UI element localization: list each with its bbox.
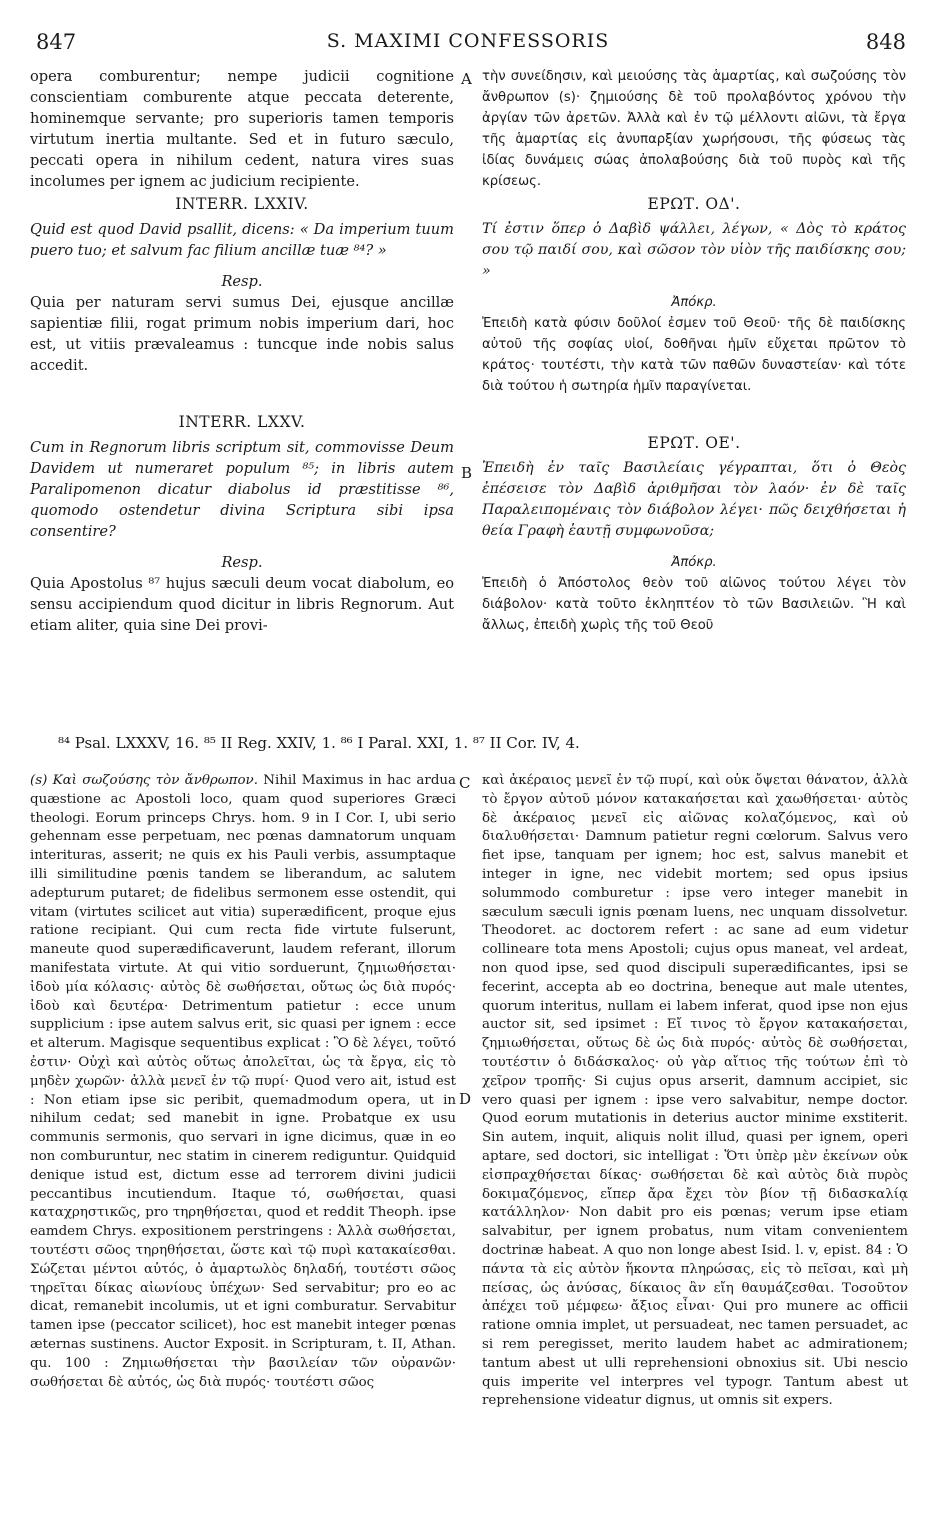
- note-left-text: Nihil Maximus in hac ardua quæstione ac Apostoli loco, quam quod superiores Græci theologi. Eorum princeps Chrys. hom. 9 in I Cor. I, ubi serio gehennam esse perpetuam, nec pœnas damnatorum unquam interituras, asserit; ne quis ex his Pauli verbis, assumptaque illi similitudine pœnis tandem se liberandum, ac salutem adepturum putaret; de fidelibus sermonem esse ostendit, qui vitam (virtutes scilicet aut vitia) superædificent, proque ejus ratione recipiant. Qui cum recta fide virtute fulserunt, maneute quod superædificaverunt, laudem referant, illorum manifestata virtute. At qui vitio sorduerunt, ζημιωθήσεται· ἰδοὺ μία κόλασις· αὐτὸς δὲ σωθήσεται, οὕτως ὡς διὰ πυρός· ἰδοὺ καὶ δευτέρα· Detrimentum patietur : ecce unum supplicium : ipse autem salvus erit, sic quasi per ignem : ecce et alterum. Magisque sequentibus explicat : Ὃ δὲ λέγει, τοῦτό ἐστιν· Οὐχὶ καὶ αὐτὸς οὕτως ἀπολεῖται, ὡς τὰ ἔργα, εἰς τὸ μηδὲν χωρῶν· ἀλλὰ μενεῖ ἐν τῷ πυρί· Quod vero ait, istud est : Non etiam ipse sic peribit, quemadmodum opera, ut in nihilum cedat; sed manebit in igne. Probatque ex usu communis sermonis, quo servari in igne dicimus, quæ in eo non comburuntur, nec statim in cinerem rediguntur. Quidquid denique istud est, dictum esse ad terrorem divini judicii peccantibus incutiendum. Itaque τό, σωθήσεται, quasi καταχρηστικῶς, pro τηρηθήσεται, quod et reddit Theoph. ipse eamdem Chrys. expositionem perstringens : Ἀλλὰ σωθήσεται, τουτέστι σῶος τηρηθήσεται, ὥστε καὶ τῷ πυρὶ κατακαίεσθαι. Σώζεται μέντοι αὐτός, ὁ ἁμαρτωλὸς δηλαδή, τουτέστι σῶος τηρεῖται δίκας αἰωνίους ὑπέχων· Sed servabitur; pro eo ac dicat, remanebit incolumis, ut et igni comburatur. Servabitur tamen ipse (peccator scilicet), hoc est manebit integer pœnas æternas sustinens. Auctor Exposit. in Scripturam, t. II, Athan. qu. 100 : Ζημιωθήσεται τὴν βασιλείαν τῶν οὐρανῶν· σωθήσεται δὲ αὐτός, ὡς διὰ πυρός· τουτέστι σῶος: [30, 773, 456, 1390]
- notes-right-column: [482, 772, 908, 1411]
- running-header: [30, 30, 906, 56]
- margin-letter-b: B: [461, 464, 473, 482]
- interr-74-resp-label: Resp.: [221, 273, 263, 290]
- main-text: [30, 66, 906, 730]
- page-number-left: 847: [36, 30, 77, 54]
- interr-75-resp-label: Resp.: [221, 554, 263, 571]
- interr-74-response: Quia per naturam servi sumus Dei, ejusque ancillæ sapientiæ filii, rogat primum nobis imperium dari, hoc est, ut vitiis prævaleamus : tuncque inde nobis salus accedit.: [30, 294, 454, 374]
- erot-75-question: Ἐπειδὴ ἐν ταῖς Βασιλείαις γέγραπται, ὅτι ὁ Θεὸς ἐπέσεισε τὸν Δαβὶδ ἀριθμῆσαι τὸν λαόν· ἐν δὲ ταῖς Παραλειπομέναις τὸν διάβολον λέγει· πῶς δειχθήσεται ἡ θεία Γραφὴ ἑαυτῇ συμφωνοῦσα;: [482, 460, 906, 539]
- greek-column: [482, 66, 906, 636]
- interr-75-heading: INTERR. LXXV.: [178, 413, 306, 431]
- erot-75-heading: ΕΡΩΤ. ΟΕ'.: [647, 434, 741, 452]
- margin-letter-a: A: [461, 70, 472, 88]
- scripture-references: ⁸⁴ Psal. LXXXV, 16. ⁸⁵ II Reg. XXIV, 1. ⁸⁶ I Paral. XXI, 1. ⁸⁷ II Cor. IV, 4.: [58, 734, 580, 752]
- interr-74-heading: INTERR. LXXIV.: [175, 195, 309, 213]
- interr-74-question: Quid est quod David psallit, dicens: « Da imperium tuum puero tuo; et salvum fac filium ancillæ tuæ ⁸⁴? »: [30, 221, 454, 259]
- erot-75-resp-label: Ἀπόκρ.: [671, 555, 717, 570]
- greek-intro: τὴν συνείδησιν, καὶ μειούσης τὰς ἁμαρτίας, καὶ σωζούσης τὸν ἄνθρωπον (s)· ζημιούσης δὲ τοῦ προλαβόντος χρόνου τὴν ἀργίαν τῶν ἀρετῶν. Ἀλλὰ καὶ ἐν τῷ μέλλοντι αἰῶνι, τὰ ἔργα τῆς ἁμαρτίας εἰς ἀνυπαρξίαν χωρήσουσι, τῆς φύσεως τὰς ἰδίας δυνάμεις σώας ἀπολαβούσης διὰ τοῦ πυρὸς καὶ τῆς κρίσεως.: [482, 69, 906, 189]
- page-number-right: 848: [865, 30, 906, 54]
- interr-75-response: Quia Apostolus ⁸⁷ hujus sæculi deum vocat diabolum, eo sensu accipiendum quod dicitur in libris Regnorum. Aut etiam aliter, quia sine Dei provi-: [30, 575, 454, 634]
- note-lemma: (s) Καὶ σωζούσης τὸν ἄνθρωπον.: [30, 773, 258, 788]
- running-title: S. MAXIMI CONFESSORIS: [326, 30, 610, 52]
- erot-74-heading: ΕΡΩΤ. ΟΔ'.: [647, 195, 741, 213]
- note-right-text: καὶ ἀκέραιος μενεῖ ἐν τῷ πυρί, καὶ οὐκ ὄψεται θάνατον, ἀλλὰ τὸ ἔργον αὐτοῦ μόνον κατακαήσεται καὶ χαωθήσεται· αὐτὸς δὲ ἀκέραιος μενεῖ εἰς αἰῶνας κολαζόμενος, καὶ οὐ διαλυθήσεται· Damnum patietur regni cœlorum. Salvus vero fiet ipse, tanquam per ignem; hoc est, salvus manebit et integer in igne, nec videbit mortem; sed opus ipsius solummodo comburetur : ipse vero integer manebit in sæculum sæculi ignis pœnam luens, nec unquam dissolvetur. Theodoret. ac doctorem refert : ac sane ad eum videtur collineare tota mens Apostoli; cujus opus maneat, vel ardeat, non quod ipse, sed quod discipuli superædificantes, ipsi se fecerint, accepta ab eo doctrina, beneque aut male utentes, quorum interitus, nullam ei labem inferat, quod ipse non ejus auctor sit, sed ipsimet : Εἴ τινος τὸ ἔργον κατακαήσεται, ζημιωθήσεται, οὕτως δὲ ὡς διὰ πυρός· αὐτὸς δὲ σωθήσεται, τουτέστιν ὁ διδάσκαλος· οὐ γὰρ αἴτιος τῆς τούτων ἐπὶ τὸ χεῖρον τροπῆς· Si cujus opus arserit, damnum accipiet, sic vero quasi per ignem : ipse vero salvabitur, nempe doctor. Quod eorum mutationis in deterius auctor minime exstiterit. Sin autem, inquit, aliquis nolit illud, quasi per ignem, operi aptare, sed doctori, sic intelligat : Ὅτι ὑπὲρ μὲν ἐκείνων οὐκ εἰσπραχθήσεται δίκας· σωθήσεται δὲ καὶ αὐτὸς διὰ πυρὸς δοκιμαζόμενος, εἴπερ ἄρα ἔχει τὸν βίον τῇ διδασκαλίᾳ κατάλληλον· Non dabit pro eis pœnas; verum ipse etiam salvabitur, per ignem probatus, num vitam convenientem doctrinæ habeat. A quo non longe abest Isid. l. v, epist. 84 : Ὁ πάντα τὰ εἰς αὐτὸν ἥκοντα πληρώσας, εἰς τὸ πεῖσαι, καὶ μὴ πείσας, ὡς ἀνύσας, δίκαιος ἂν εἴη θαυμάζεσθαι. Τοσοῦτον ἀπέχει τοῦ μέμφεω· ἄξιος εἶναι· Qui pro munere ac officii ratione omnia implet, ut persuadeat, nec tamen persuadet, ac si rem peregisset, merito laudem habet ac admirationem; tantum abest ut ulli reprehensioni obnoxius sit. Ubi nescio quis imperite vel interpres vel typogr. Tantum abest ut reprehensione videatur dignus, ut omnis sit expers.: [482, 773, 908, 1409]
- page: [30, 30, 908, 1409]
- latin-intro: opera comburentur; nempe judicii cognitione conscientiam comburente atque peccata deterente, hominemque servante; pro superioris tamen temporis virtutum inertia multante. Sed et in futuro sæculo, peccati opera in nihilum cedent, natura vires suas incolumes per ignem ac judicium recipiente.: [30, 68, 454, 190]
- interr-75-question: Cum in Regnorum libris scriptum sit, commovisse Deum Davidem ut numeraret populum ⁸⁵; in libris autem Paralipomenon dicatur diabolus id præstitisse ⁸⁶, quomodo ostendetur divina Scriptura sibi ipsa consentire?: [30, 439, 454, 540]
- erot-74-resp-label: Ἀπόκρ.: [671, 295, 717, 310]
- latin-column: [30, 66, 454, 636]
- erot-74-question: Τί ἐστιν ὅπερ ὁ Δαβὶδ ψάλλει, λέγων, « Δὸς τὸ κράτος σου τῷ παιδί σου, καὶ σῶσον τὸν υἱὸν τῆς παιδίσκης σου; »: [482, 221, 906, 279]
- notes-left-column: [30, 772, 456, 1392]
- margin-letter-d: D: [459, 1090, 472, 1108]
- margin-letter-c: C: [459, 774, 471, 792]
- erot-75-response: Ἐπειδὴ ὁ Ἀπόστολος θεὸν τοῦ αἰῶνος τούτου λέγει τὸν διάβολον· κατὰ τοῦτο ἐκληπτέον τὸ τῶν Βασιλειῶν. Ἢ καὶ ἄλλως, ἐπειδὴ χωρὶς τῆς τοῦ Θεοῦ: [482, 576, 906, 633]
- erot-74-response: Ἐπειδὴ κατὰ φύσιν δοῦλοί ἐσμεν τοῦ Θεοῦ· τῆς δὲ παιδίσκης αὐτοῦ τῆς σοφίας υἱοί, δοθῆναι ἡμῖν εὔχεται πρῶτον τὸ κράτος· τουτέστι, τὴν κατὰ τῶν παθῶν δυναστείαν· καὶ τότε διὰ τούτου ἡ σωτηρία ἡμῖν παραγίνεται.: [482, 316, 906, 394]
